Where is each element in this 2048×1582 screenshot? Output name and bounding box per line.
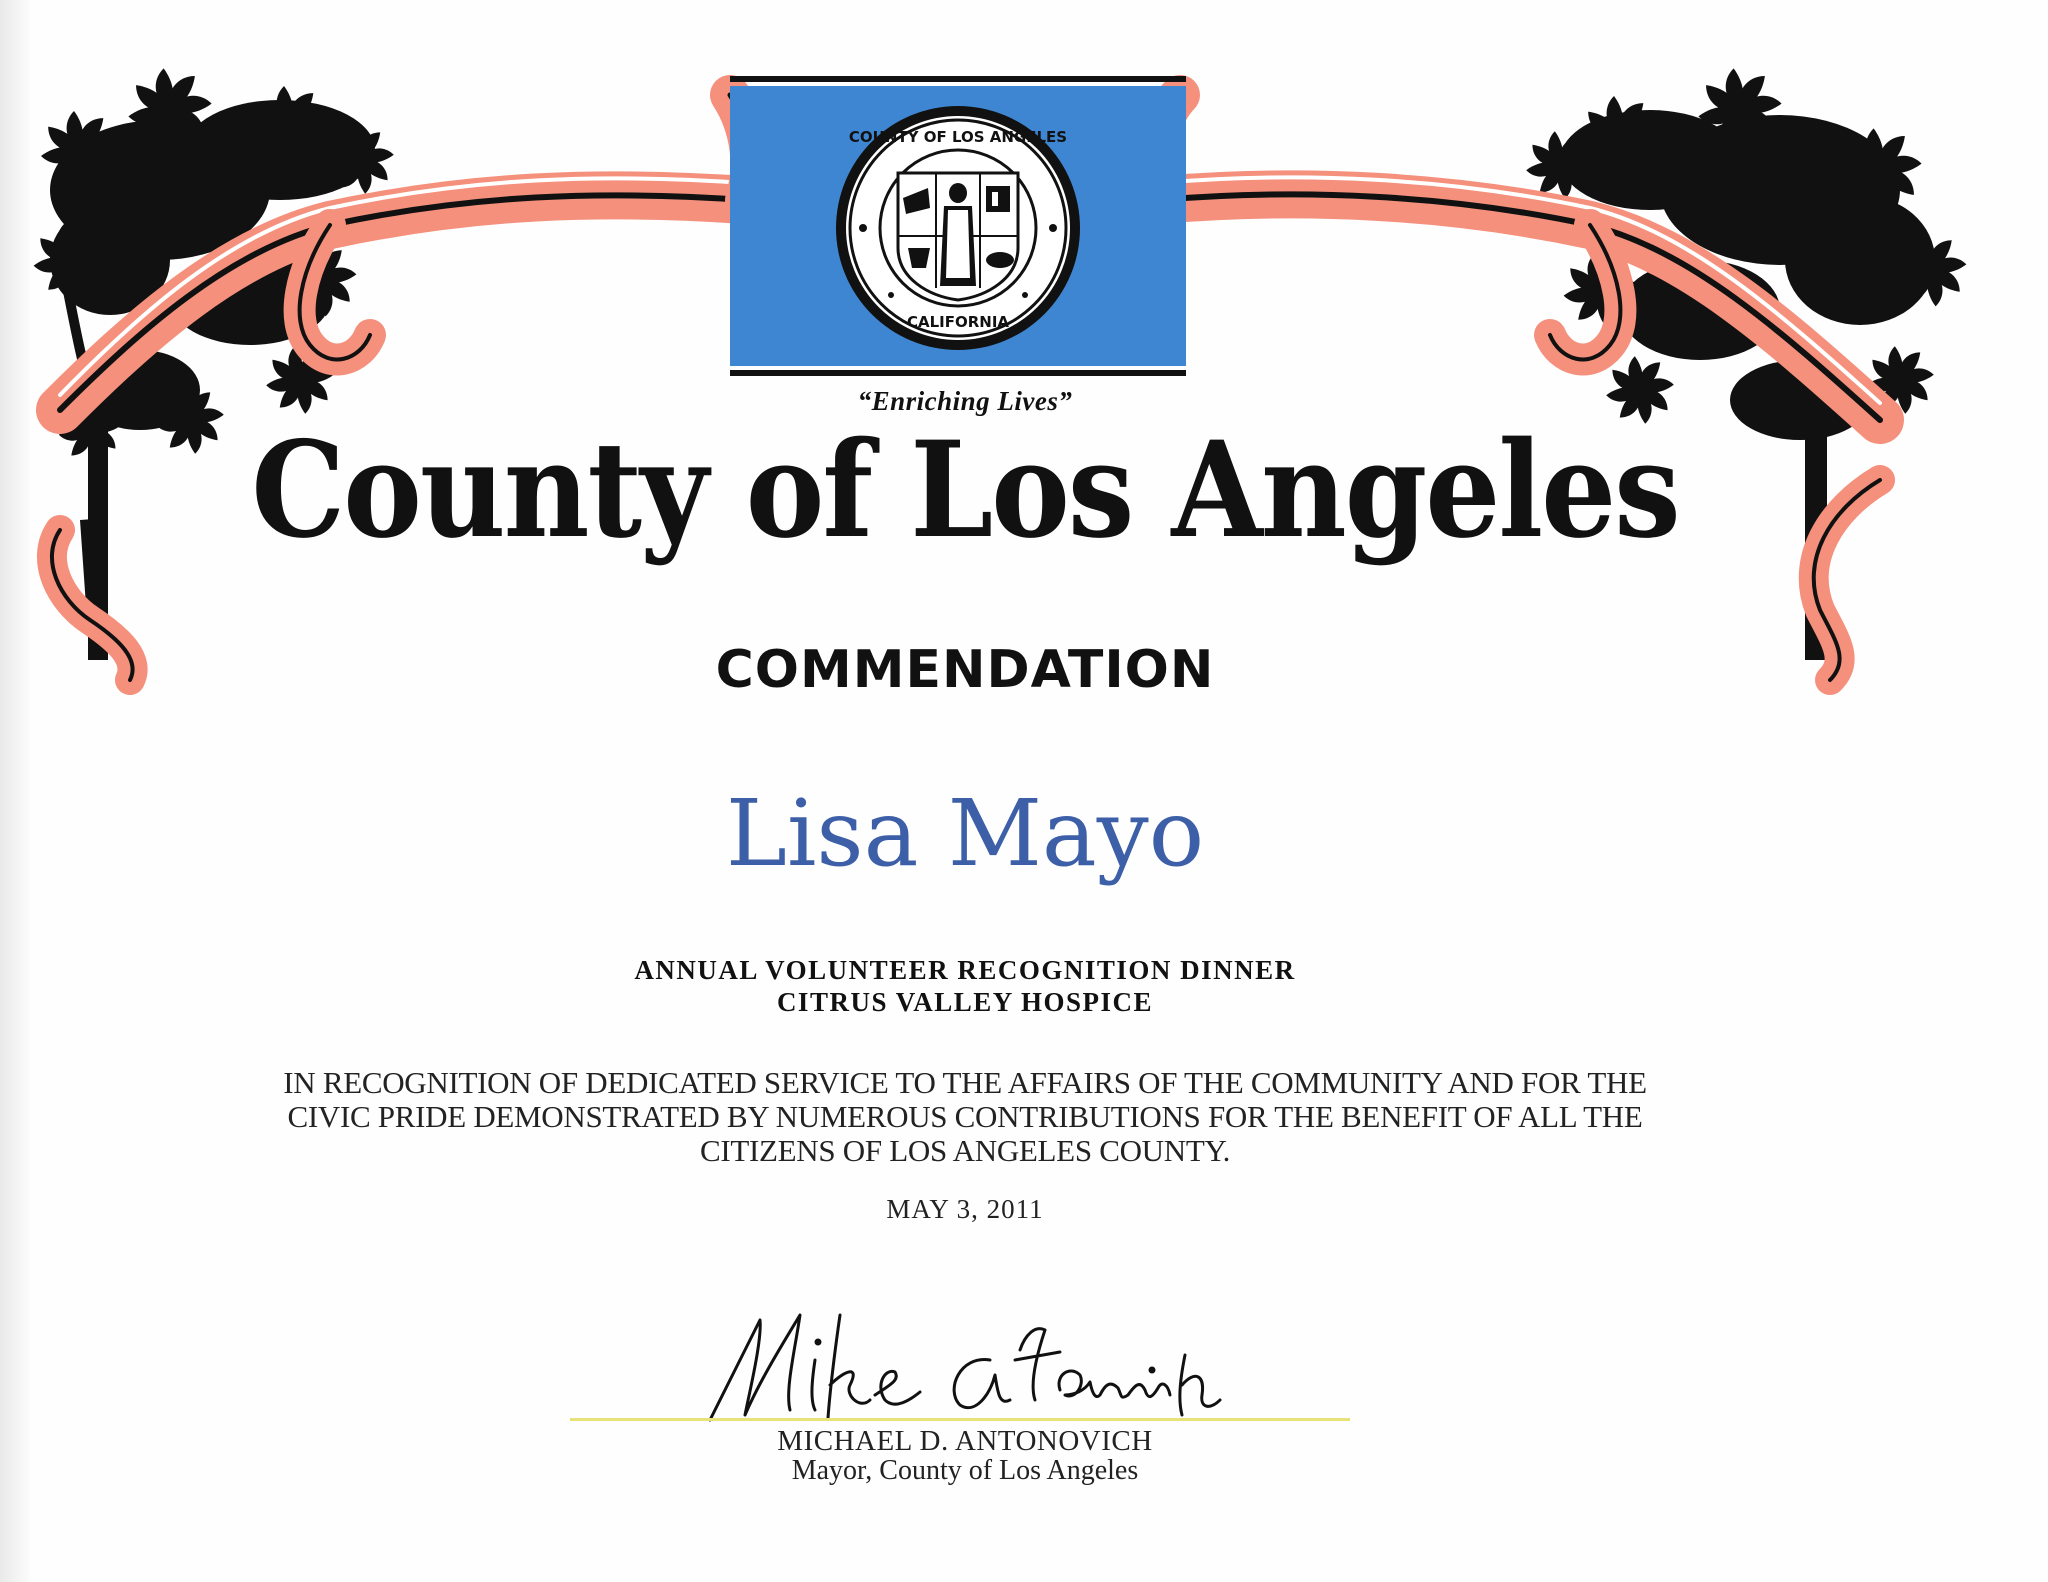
citation-line: CITIZENS OF LOS ANGELES COUNTY. [699, 1133, 1231, 1168]
signer-title: Mayor, County of Los Angeles [791, 1455, 1139, 1486]
county-title: County of Los Angeles [251, 411, 1679, 568]
citation-line: IN RECOGNITION OF DEDICATED SERVICE TO THE AFFAIRS OF THE COMMUNITY AND FOR THE [283, 1065, 1647, 1100]
certificate-type: COMMENDATION [715, 640, 1215, 700]
seal-top-text: COUNTY OF LOS ANGELES [848, 128, 1068, 146]
seal-bottom-text: CALIFORNIA [906, 313, 1010, 331]
recipient-name: Lisa Mayo [725, 780, 1205, 887]
county-motto: “Enriching Lives” [857, 386, 1073, 416]
event-name: ANNUAL VOLUNTEER RECOGNITION DINNER [634, 955, 1296, 985]
signature-line [570, 1418, 1350, 1421]
citation-line: CIVIC PRIDE DEMONSTRATED BY NUMEROUS CONTRIBUTIONS FOR THE BENEFIT OF ALL THE [287, 1099, 1643, 1134]
certificate-date: MAY 3, 2011 [886, 1194, 1044, 1224]
header-decoration [0, 0, 2048, 700]
signer-name: MICHAEL D. ANTONOVICH [777, 1425, 1153, 1457]
citation-text [230, 1066, 1700, 1168]
event-organization: CITRUS VALLEY HOSPICE [776, 987, 1154, 1017]
county-seal-icon [836, 106, 1080, 350]
